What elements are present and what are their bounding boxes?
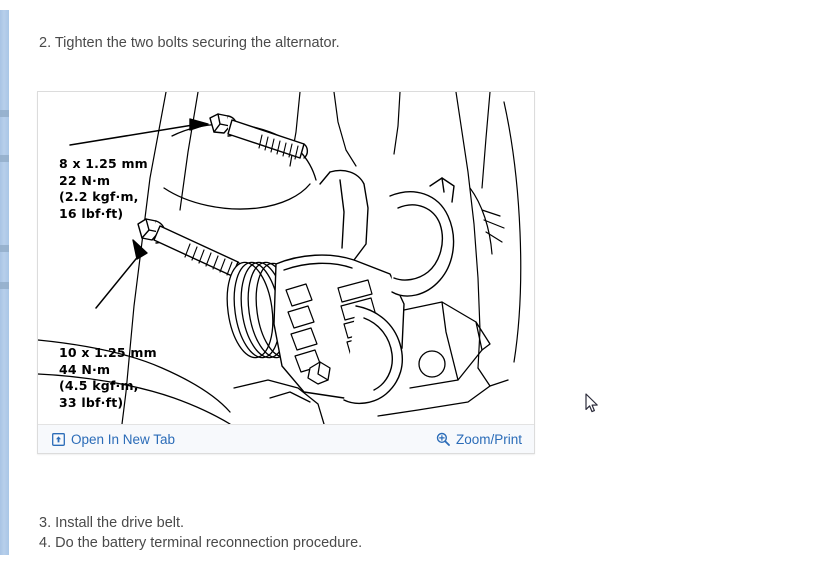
figure-toolbar <box>38 424 534 453</box>
instruction-step-2: 2. Tighten the two bolts securing the alternator. <box>39 35 340 51</box>
callout-upper-line-2: 22 N·m <box>59 172 111 188</box>
strip-notch <box>0 245 9 252</box>
collapsed-sidebar-strip[interactable] <box>0 10 9 555</box>
open-in-new-tab-label: Open In New Tab <box>71 431 176 447</box>
torque-callout-upper <box>59 156 148 222</box>
strip-notch <box>0 155 9 162</box>
open-in-new-tab-icon <box>52 433 65 446</box>
callout-lower-line-4: 33 lbf·ft) <box>59 394 124 410</box>
callout-lower-line-1: 10 x 1.25 mm <box>59 345 157 360</box>
zoom-print-button[interactable] <box>436 432 522 447</box>
callout-lower-line-2: 44 N·m <box>59 361 111 377</box>
open-in-new-tab-button[interactable] <box>52 432 175 447</box>
callout-lower-line-3: (4.5 kgf·m, <box>59 378 139 393</box>
callout-upper-line-3: (2.2 kgf·m, <box>59 189 139 204</box>
instruction-step-3: 3. Install the drive belt. <box>39 515 185 531</box>
arrow-pointer-icon <box>585 393 599 414</box>
instruction-step-4: 4. Do the battery terminal reconnection procedure. <box>39 535 363 551</box>
callout-upper-line-1: 8 x 1.25 mm <box>59 156 148 171</box>
callout-upper-line-4: 16 lbf·ft) <box>59 205 124 221</box>
torque-callout-lower <box>59 345 157 411</box>
magnifier-plus-icon <box>436 432 450 446</box>
strip-notch <box>0 282 9 289</box>
strip-notch <box>0 110 9 117</box>
zoom-print-label: Zoom/Print <box>455 431 522 447</box>
figure-card <box>37 91 535 454</box>
